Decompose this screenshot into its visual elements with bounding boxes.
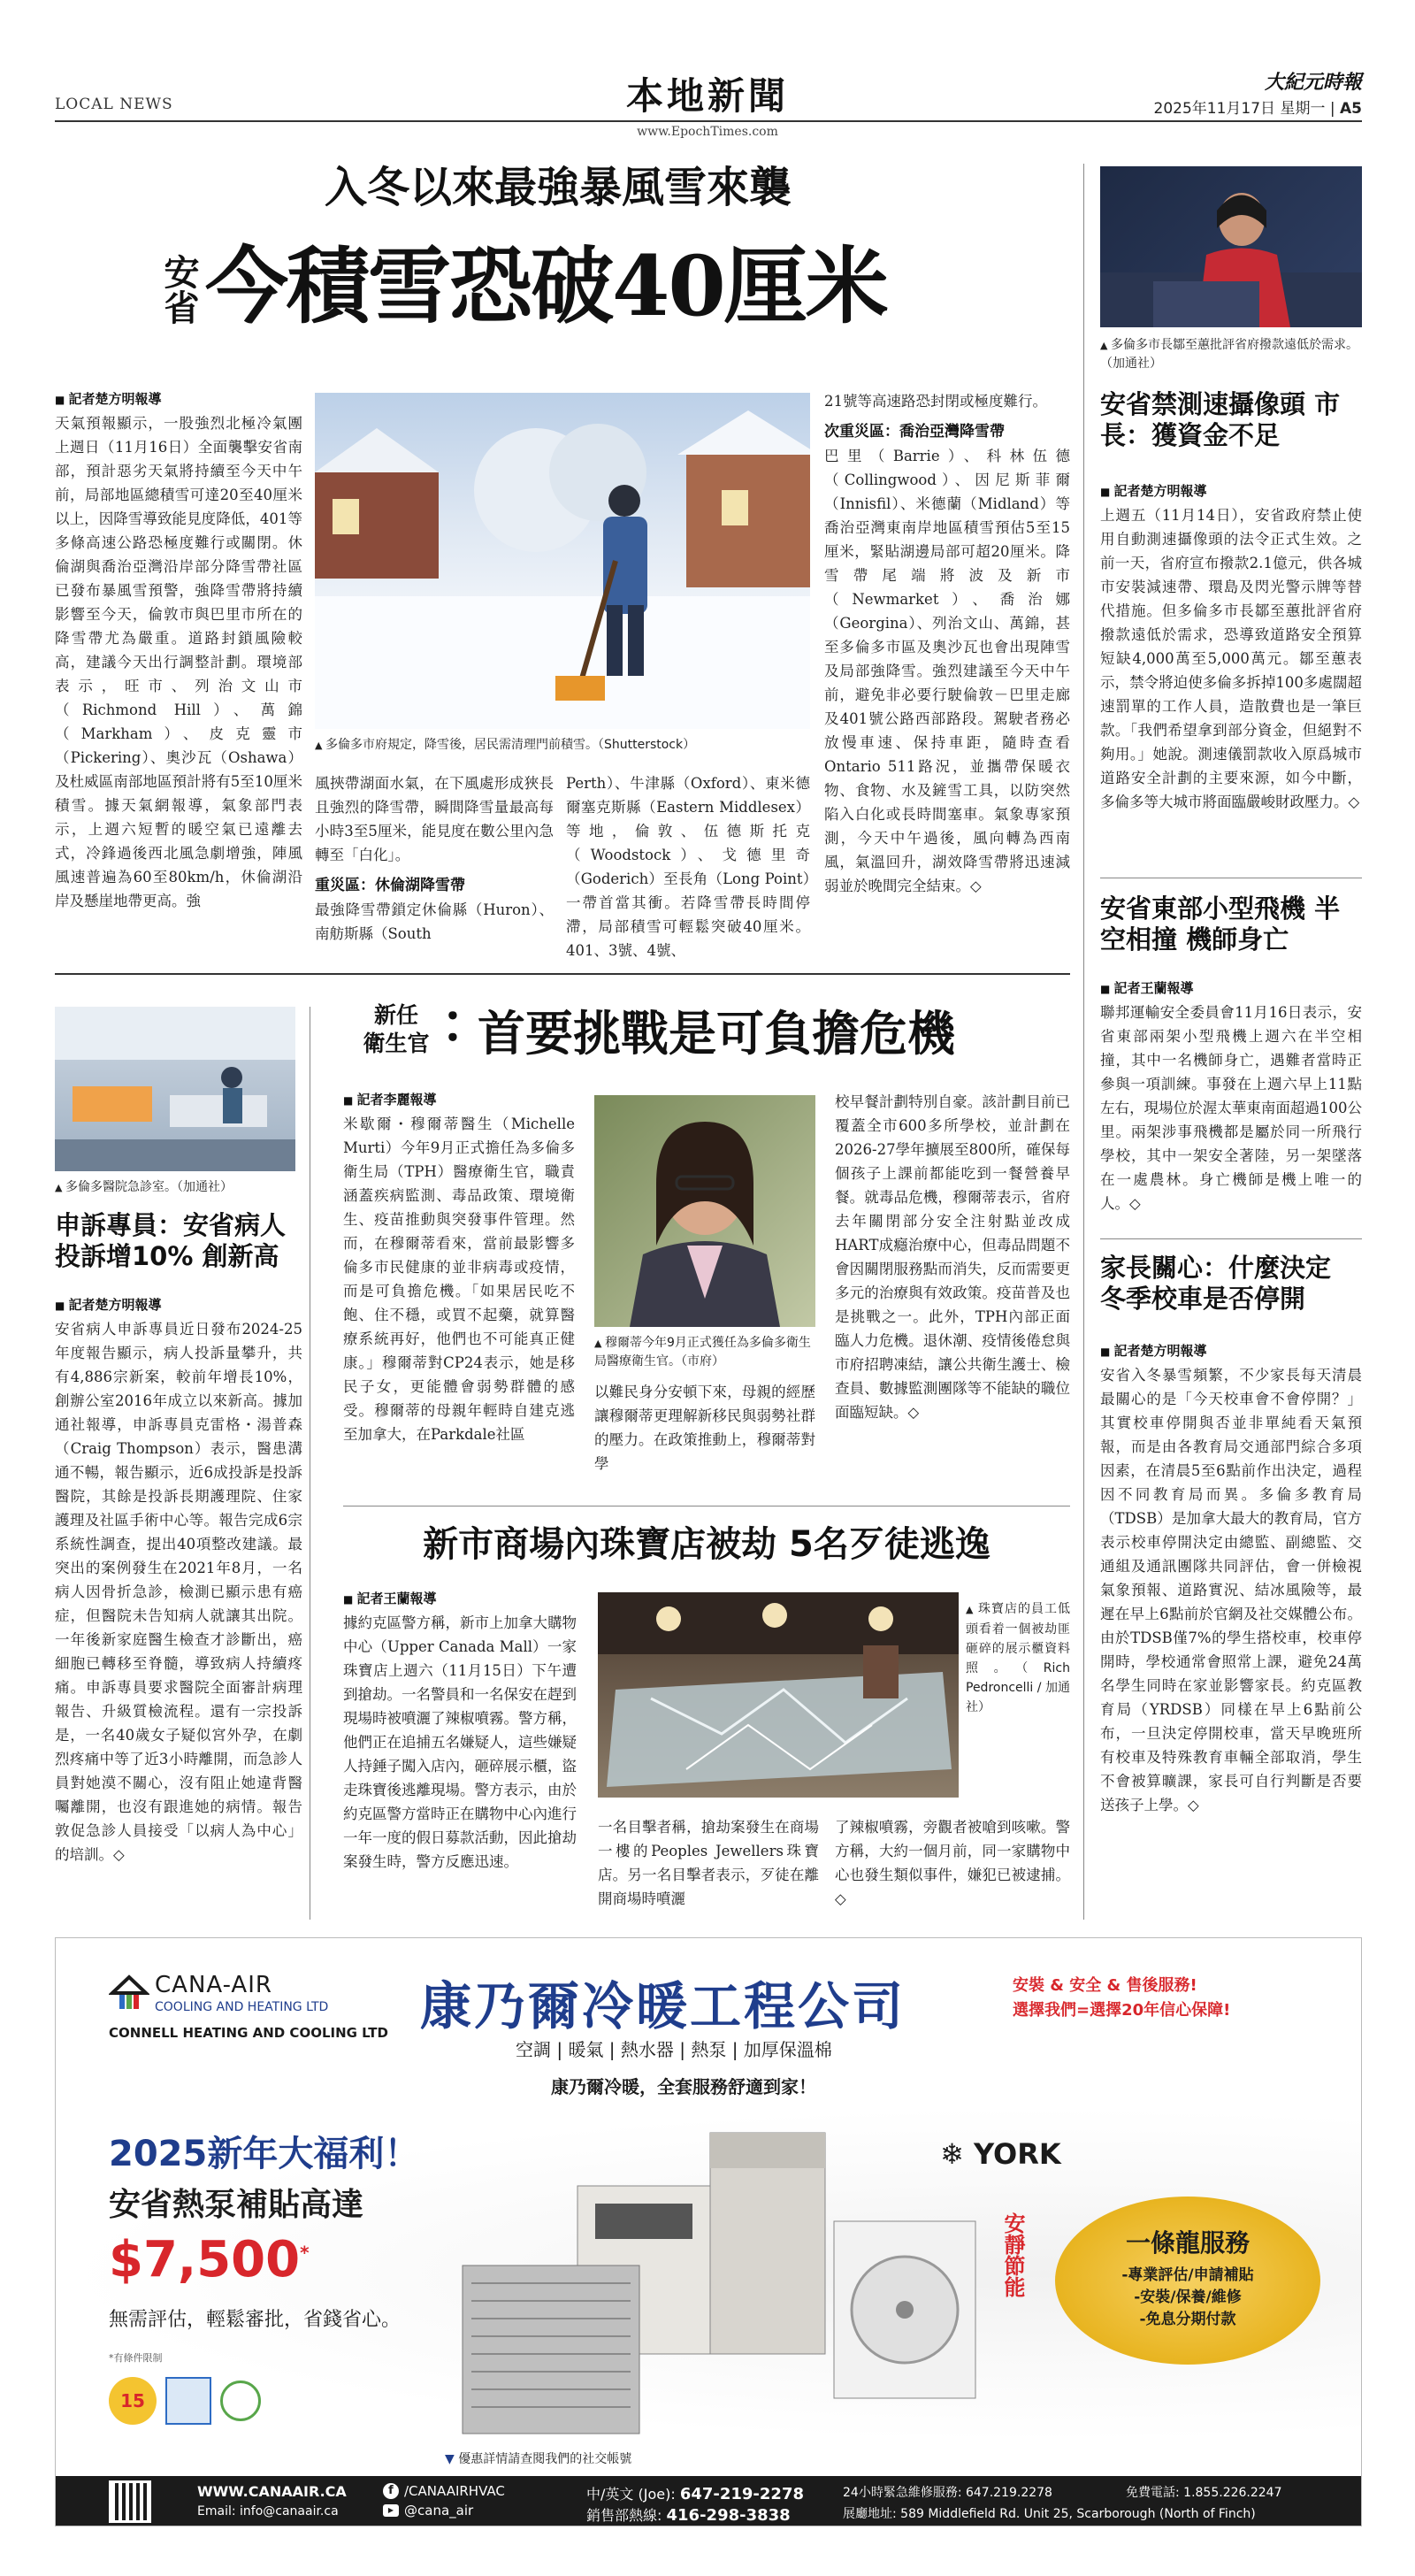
ad-promo3: 無需評估，輕鬆審批，省錢省心。 — [109, 2309, 402, 2331]
main-headline: 今積雪恐破40厘米 — [205, 238, 887, 335]
service-badge — [1055, 2196, 1320, 2365]
brand-en3: CONNELL HEATING AND COOLING LTD — [109, 2025, 388, 2041]
main-side-label: 安省 — [158, 254, 200, 325]
ad-slogan: 康乃爾冷暖，全套服務舒適到家！ — [551, 2076, 816, 2097]
badge-item-2: -安裝/保養/維修 — [1134, 2288, 1242, 2306]
c2-title-left2: 衛生官 — [363, 1031, 430, 1056]
r3-byline: ■ 記者楚方明報導 — [1100, 1341, 1362, 1360]
r2-byline: ■ 記者王蘭報導 — [1100, 978, 1362, 997]
c2-text1: 米歇爾・穆爾蒂醫生（Michelle Murti）今年9月正式擔任為多倫多衛生局（TPH）醫療衛生官，職責涵蓋疾病監測、毒品政策、環境衛生、疫苗推動與突發事件管理。然而，在穆爾蒂看來，當前最影響多倫多市民健康的並非病毒或疫情，而是可負擔危機。「如果居民吃不飽、住不穩，或買不起藥，就算醫療系統再好，他們也不可能真正健康。」穆爾蒂對CP24表示，她是移民子女，更能體會弱勢群體的感受。穆爾蒂的母親年輕時自建克逃至加拿大，在Parkdale社區 — [343, 1116, 575, 1443]
main-col2-subhead: 重災區：休倫湖降雪帶 — [315, 877, 465, 894]
youtube-icon[interactable]: ▶ — [383, 2504, 399, 2517]
r2-text: 聯邦運輸安全委員會11月16日表示，安省東部兩架小型飛機上週六在半空相撞，其中一名機師身亡，遇難者當時正參與一項訓練。事發在上週六早上11點左右，現場位於渥太華東南面超過100公里。兩架涉事飛機都是屬於同一所飛行學校，其中一架安全著陸，另一架墜落在一處農林。身亡機師是機上唯一的人。◇ — [1100, 1004, 1362, 1212]
badge-item-3: -免息分期付款 — [1139, 2310, 1236, 2328]
c2-col1 — [343, 1090, 575, 1446]
date: 2025年11月17日 星期一 — [1153, 100, 1326, 118]
ad-promo1: 2025新年大福利！ — [109, 2134, 420, 2174]
r3-text: 安省入冬暴雪頻繁，不少家長每天清晨最關心的是「今天校車會不會停開？」其實校車停開與否並非單純看天氣預報，而是由各教育局交通部門綜合多項因素，在清晨5至6點前作出決定，過程因不同教育局而異。多倫多教育局（TDSB）是加拿大最大的教育局，官方表示校車停開決定由總監、副總監、交通組及通訊團隊共同評估，會一併檢視氣象預報、道路實況、結冰風險等，最遲在早上6點前於官網及社交媒體公布。由於TDSB僅7%的學生搭校車，校車停開時，學校通常會照常上課，避免24萬名學生同時在家並影響家長。約克區教育局（YRDSB）同樣在早上6點前公布，一旦決定停開校車，當天早晚班所有校車及特殊教育車輛全部取消，學生不會被算曠課，家長可自行判斷是否要送孩子上學。◇ — [1100, 1367, 1362, 1813]
r2-headline: 安省東部小型飛機 半空相撞 機師身亡 — [1100, 893, 1341, 954]
c2-text3: 校早餐計劃特別自豪。該計劃目前已覆蓋全市600多所學校，並計劃在2026-27學年擴展至800所，確保每個孩子上課前都能吃到一餐營養早餐。就毒品危機，穆爾蒂表示，省府去年關閉部分安全注射點並改成HART成癮治療中心，但毒品問題不會因關閉服務點而消失，反而需要更多元的治療與有效政策。疫苗普及也是挑戰之一。此外，TPH內部正面臨人力危機。退休潮、疫情後倦怠與市府招聘凍結，讓公共衛生護士、檢查員、數據監測團隊等不能缺的職位面臨短缺。◇ — [835, 1093, 1070, 1421]
years-badge — [109, 2377, 157, 2425]
main-kicker: 入冬以來最強暴風雪來襲 — [324, 163, 792, 212]
ad-address: 展廳地址: 589 Middlefield Rd. Unit 25, Scarborough (North of Finch) — [843, 2507, 1256, 2521]
ad-tag — [1013, 1974, 1230, 2023]
r1-text: 上週五（11月14日），安省政府禁止使用自動測速攝像頭的法令正式生效。之前一天，省府宣布撥款2.1億元，供各城市安裝減速帶、環島及閃光警示牌等替代措施。但多倫多市長鄒至蕙批評省府撥款遠低於需求，恐導致道路安全預算短缺4,000萬至5,000萬元。鄒至蕙表示，禁令將迫使多倫多拆掉100多處闊超速罰單的工作人員，造散費也是一筆巨款。「我們希望拿到部分資金，但絕對不夠用。」她說。測速儀罰款收入原爲城市道路安全計劃的主要來源，如今中斷，多倫多等大城市將面臨嚴峻財政壓力。◇ — [1100, 507, 1362, 810]
c3-byline: ■ 記者王蘭報導 — [343, 1589, 577, 1607]
main-byline: ■ 記者楚方明報導 — [55, 389, 302, 408]
c3-text1: 據約克區警方稱，新市上加拿大購物中心（Upper Canada Mall）一家珠寶店上週六（11月15日）下午遭到搶劫。一名警員和一名保安在趕到現場時被噴灑了辣椒噴霧。警方稱，他們正在追捕五名嫌疑人，這些嫌疑人持錘子闖入店內，砸碎展示櫃，盜走珠寶後逃離現場。警方表示，由於約克區警方當時正在購物中心內進行一年一度的假日募款活動，因此搶劫案發生時，警方反應迅速。 — [343, 1614, 577, 1870]
ad-note: *有條件限制 — [109, 2352, 163, 2364]
c2-title-left — [354, 1001, 439, 1058]
hospital-photo — [55, 1007, 295, 1171]
health-officer-photo — [594, 1095, 815, 1327]
advertisement[interactable] — [55, 1937, 1362, 2526]
mayor-photo-caption: ▲ 多倫多市長鄒至蕙批評省府撥款遠低於需求。（加通社） — [1100, 336, 1362, 373]
page-number: A5 — [1340, 100, 1362, 118]
main-col1 — [55, 389, 302, 942]
ad-website[interactable]: WWW.CANAAIR.CA — [197, 2483, 347, 2500]
ad-services: 空調 | 暖氣 | 熱水器 | 熱泵 | 加厚保溫棉 — [516, 2039, 832, 2060]
site-url[interactable]: www.EpochTimes.com — [637, 125, 778, 139]
brand-cn: 康乃爾冷暖工程公司 — [420, 1976, 906, 2036]
main-col2-text: 風挾帶湖面水氣，在下風處形成狹長且強烈的降雪帶，瞬間降雪量最高每小時3至5厘米，能見度在數公里內急轉至「白化」。 — [315, 775, 554, 863]
r1-article — [1100, 481, 1362, 814]
main-col4-text: 巴里（Barrie）、科林伍德（Collingwood）、因尼斯菲爾（Innisfil）、米德蘭（Midland）等喬治亞灣東南岸地區積雪預估5至15厘米，緊貼湖邊局部可超20厘米。降雪帶尾端將波及新市（Newmarket）、喬治娜（Georgina）、列治文山、萬錦，甚至多倫多市區及奧沙瓦也會出現陣雪及局部強降雪。強烈建議至今天中午前，避免非必要行駛倫敦－巴里走廊及401號公路西部路段。駕駛者務必放慢車速、保持車距，隨時查看Ontario 511路況，並攜帶保暖衣物、食物、水及鏟雪工具，以防突然陷入白化或長時間塞車。氣象專家預測，今天中午過後，風向轉為西南風，氣溫回升，湖效降雪帶將迅速減弱並於晚間完全結束。◇ — [824, 448, 1070, 894]
main-col4 — [824, 389, 1070, 898]
ad-amount-value: $7,500 — [109, 2231, 301, 2288]
main-col4a-text: 21號等高速路恐封閉或極度難行。 — [824, 393, 1047, 410]
ad-vertical: 安靜節能 — [1000, 2212, 1025, 2297]
ad-tag2: 選擇我們=選擇20年信心保障! — [1013, 2001, 1231, 2020]
ad-emergency[interactable]: 24小時緊急維修服務: 647.219.2278 — [843, 2486, 1052, 2500]
r3-headline: 家長關心：什麼決定 冬季校車是否停開 — [1100, 1253, 1332, 1314]
c3-col1 — [343, 1589, 577, 1874]
ad-phone1-label: 中/英文 (Joe): — [586, 2486, 676, 2503]
snow-photo-caption: ▲ 多倫多市府規定，降雪後，居民需清理門前積雪。（Shutterstock） — [315, 736, 810, 755]
facebook-icon[interactable]: f — [383, 2483, 399, 2499]
jewelry-photo-caption: ▲ 珠寶店的員工低頭看着一個被劫匪砸碎的展示櫃資料照。（Rich Pedroncelli / 加通社） — [966, 1599, 1070, 1717]
ad-promo2: 安省熱泵補貼高達 — [109, 2187, 364, 2223]
badge-item-1: -專業評估/申請補貼 — [1121, 2266, 1254, 2284]
ad-phone2-label: 銷售部熱線: — [586, 2507, 662, 2524]
ad-amount-star: * — [300, 2242, 310, 2264]
qr-code-icon[interactable] — [109, 2480, 151, 2523]
ad-phone2[interactable] — [586, 2504, 791, 2525]
header-rule — [55, 120, 1362, 122]
years-badge-value: 15 — [120, 2390, 145, 2411]
social-note-text: 優惠詳情請查閱我們的社交帳號 — [458, 2452, 632, 2466]
section-en: LOCAL NEWS — [55, 96, 173, 113]
main-bottom-rule — [55, 973, 1070, 975]
award-badge — [165, 2377, 211, 2425]
l2-article — [55, 1295, 302, 1938]
ad-footer — [56, 2476, 1362, 2526]
ad-amount — [109, 2230, 310, 2289]
r1-byline: ■ 記者楚方明報導 — [1100, 481, 1362, 500]
ad-free-phone[interactable]: 免費電話: 1.855.226.2247 — [1126, 2486, 1282, 2500]
brand-en2: COOLING AND HEATING LTD — [155, 2000, 329, 2014]
hospital-photo-caption: ▲ 多倫多醫院急診室。（加通社） — [55, 1178, 295, 1197]
ad-phone1[interactable] — [586, 2483, 804, 2503]
c2-byline: ■ 記者李麗報導 — [343, 1090, 575, 1108]
c2-colon: ： — [440, 993, 493, 1055]
l2-byline: ■ 記者楚方明報導 — [55, 1295, 302, 1314]
main-col3-text: Perth）、牛津縣（Oxford）、東米德爾塞克斯縣（Eastern Middlesex）等地，倫敦、伍德斯托克（Woodstock）、戈德里奇（Goderich）至長角（Long Point）一帶首當其衝。若降雪帶長時間停滯，局部積雪可輕鬆突破40厘米。401、3號、4號、 — [566, 775, 810, 959]
paper-logo: 大紀元時報 — [1264, 71, 1362, 94]
section-title: 本地新聞 — [625, 74, 789, 118]
brand-en1: CANA-AIR — [155, 1972, 272, 1998]
ad-phone1-number[interactable]: 647-219-2278 — [679, 2485, 804, 2503]
r3-article — [1100, 1341, 1362, 1817]
issue-date: 2025年11月17日 星期一 | A5 — [1153, 100, 1362, 118]
certified-badge — [220, 2380, 261, 2421]
r1-headline: 安省禁測速攝像頭 市長：獲資金不足 — [1100, 389, 1341, 450]
york-logo-text: YORK — [973, 2137, 1061, 2171]
snow-photo — [315, 393, 810, 729]
l2-text: 安省病人申訴專員近日發布2024-25年度報告顯示，病人投訴量攀升，共有4,886宗新案，較前年增長10%，創辦公室2016年成立以來新高。據加通社報導，申訴專員克雷格・湯普森（Craig Thompson）表示，醫患溝通不暢，報告顯示，近6成投訴是投訴醫院，其餘是投訴長期護理院、住家護理及社區手術中心等。報告完成6宗系統性調查，提出40項整改建議。最突出的案例發生在2021年8月，一名病人因骨折急診，檢測已顯示患有癌症，但醫院未告知病人就讓其出院。一年後新家庭醫生檢查才診斷出，癌細胞已轉移至脊髓，導致病人持續疼痛。申訴專員要求醫院全面審計病理報告、升級質檢流程。還有一宗投訴是，一名40歲女子疑似宮外孕，在劇烈疼痛中等了近3小時離開，而急診人員對她漠不關心，沒有阻止她違背醫囑離開，也沒有跟進她的病情。報告敦促急診人員接受「以病人為中心」的培訓。◇ — [55, 1321, 302, 1863]
social-note-arrow: ▼ — [445, 2452, 459, 2466]
jewelry-photo — [598, 1592, 959, 1798]
ad-phone2-number[interactable]: 416-298-3838 — [666, 2506, 791, 2525]
l2-headline: 申訴專員：安省病人 投訴增10% 創新高 — [55, 1210, 287, 1271]
main-col4-subhead: 次重災區：喬治亞灣降雪帶 — [824, 423, 1005, 441]
main-col2 — [315, 771, 554, 946]
ad-youtube[interactable]: @cana_air — [404, 2503, 474, 2518]
c3-text2: 一名目擊者稱，搶劫案發生在商場一樓的Peoples Jewellers珠寶店。另一名目擊者表示，歹徒在離開商場時噴灑 — [598, 1819, 819, 1907]
main-col2b-text: 最強降雪帶鎖定休倫縣（Huron）、南舫斯縣（South — [315, 901, 554, 942]
ad-facebook[interactable]: /CANAAIRHVAC — [404, 2483, 505, 2499]
cana-air-logo-icon — [109, 1974, 149, 2012]
right-col-divider — [1083, 164, 1084, 1920]
c3-headline: 新市商場內珠寶店被劫 5名歹徒逃逸 — [423, 1524, 990, 1565]
social-note — [445, 2450, 631, 2467]
ad-tag1: 安裝 & 安全 & 售後服務! — [1013, 1976, 1197, 1995]
health-officer-caption: ▲ 穆爾蒂今年9月正式獲任為多倫多衛生局醫療衛生官。（市府） — [594, 1334, 815, 1371]
mayor-photo — [1100, 166, 1362, 327]
main-col1-text: 天氣預報顯示，一股強烈北極冷氣團上週日（11月16日）全面襲擊安省南部，預計惡劣天氣將持續至今天中午前，局部地區總積雪可達20至40厘米以上，因降雪導致能見度降低，401等多條高速公路恐極度難行或關閉。休倫湖與喬治亞灣沿岸部分降雪帶社區已發布暴風雪預警，強降雪帶將持續影響至今天，倫敦市與巴里市所在的降雪帶尤為嚴重。道路封鎖風險較高，建議今天出行調整計劃。環境部表示，旺市、列治文山市（Richmond Hill）、萬錦（Markham）、皮克靈市（Pickering）、奧沙瓦（Oshawa）及杜威區南部地區預計將有5至10厘米積雪。據天氣網報導，氣象部門表示，上週六短暫的暖空氣已遠離去式，冷鋒過後西北風急劇增強，陣風風速普遍為60至80km/h，休倫湖沿岸及懸崖地帶更高。強 — [55, 415, 302, 909]
r2-article — [1100, 978, 1362, 1215]
ad-email[interactable]: Email: info@canaair.ca — [197, 2504, 339, 2518]
c3-text3: 了辣椒噴霧，旁觀者被嗆到咳嗽。警方稱，大約一個月前，同一家購物中心也發生類似事件，嫌犯已被逮捕。◇ — [835, 1819, 1070, 1907]
badge-title: 一條龍服務 — [1125, 2228, 1250, 2258]
york-logo: ❄ YORK — [940, 2137, 1061, 2171]
c2-title-left1: 新任 — [373, 1002, 418, 1028]
c2-text2: 以難民身分安頓下來，母親的經歷讓穆爾蒂更理解新移民與弱勢社群的壓力。在政策推動上，穆爾蒂對學 — [594, 1384, 815, 1472]
c2-headline: 首要挑戰是可負擔危機 — [478, 1005, 955, 1062]
r2-bottom-rule — [1100, 1238, 1362, 1239]
heat-pump-illustration — [445, 2115, 993, 2442]
